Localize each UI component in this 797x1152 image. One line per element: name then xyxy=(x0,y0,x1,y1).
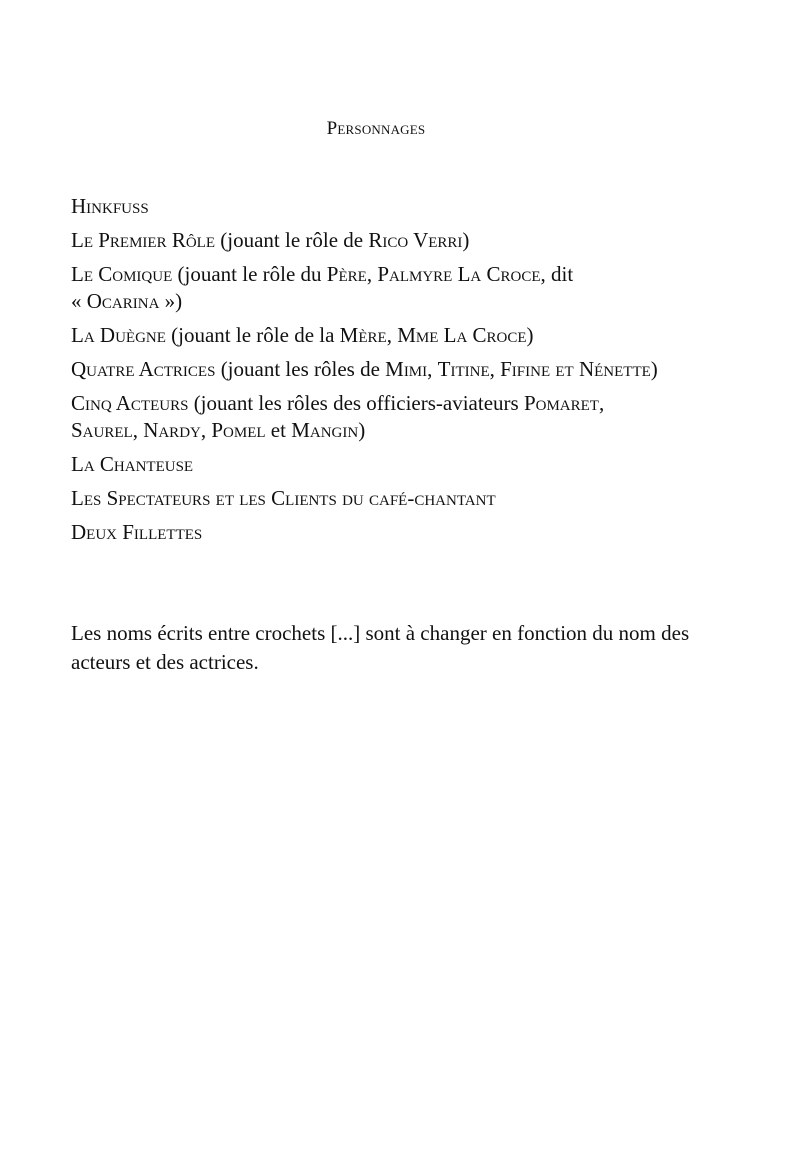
role-name: Pomel xyxy=(211,418,266,442)
role-name: Pomaret xyxy=(523,391,599,415)
quote-open: « xyxy=(71,289,87,313)
role-name: Palmyre La Croce xyxy=(377,262,541,286)
character-entry xyxy=(71,519,671,546)
character-entry xyxy=(71,390,671,444)
role-separator: , xyxy=(489,357,501,381)
character-entry xyxy=(71,485,671,512)
character-entry xyxy=(71,322,671,349)
role-name: Titine xyxy=(437,357,490,381)
role-separator: , xyxy=(427,357,438,381)
role-description: (jouant le rôle du xyxy=(172,262,327,286)
quote-close: ») xyxy=(159,289,183,313)
role-separator: , xyxy=(366,262,378,286)
role-name: Saurel xyxy=(71,418,133,442)
role-nickname: Ocarina xyxy=(86,289,160,313)
role-description: (jouant les rôles des officiers-aviateurs xyxy=(188,391,524,415)
role-name: Père xyxy=(326,262,367,286)
character-entry xyxy=(71,356,671,383)
character-list xyxy=(71,193,671,553)
role-description: (jouant le rôle de xyxy=(215,228,369,252)
role-description: (jouant le rôle de la xyxy=(165,323,340,347)
role-description: ) xyxy=(358,418,366,442)
character-name: La Chanteuse xyxy=(71,452,194,476)
character-entry xyxy=(71,227,671,254)
role-description: ) xyxy=(526,323,534,347)
character-name: Cinq Acteurs xyxy=(71,391,189,415)
footnote-text: Les noms écrits entre crochets [...] sont à changer en fonction du nom des acteurs et des actrices. xyxy=(71,621,690,674)
role-name: Mimi xyxy=(385,357,428,381)
role-description: (jouant les rôles de xyxy=(215,357,386,381)
role-description: , dit xyxy=(540,262,574,286)
character-name: La Duègne xyxy=(71,323,166,347)
character-name: Quatre Actrices xyxy=(71,357,216,381)
role-name: Fifine et Nénette xyxy=(500,357,651,381)
character-entry xyxy=(71,451,671,478)
role-name: Mère xyxy=(339,323,387,347)
role-separator: et xyxy=(265,418,292,442)
character-entry xyxy=(71,193,671,220)
role-description: ) xyxy=(650,357,658,381)
role-separator: , xyxy=(386,323,398,347)
character-name: Le Comique xyxy=(71,262,173,286)
character-name: Le Premier Rôle xyxy=(71,228,216,252)
role-name: Mangin xyxy=(291,418,359,442)
character-name: Deux Fillettes xyxy=(71,520,203,544)
character-name: Hinkfuss xyxy=(71,194,149,218)
page-title: Personnages xyxy=(326,118,426,139)
role-name: Rico Verri xyxy=(368,228,463,252)
role-name: Nardy xyxy=(143,418,201,442)
role-separator: , xyxy=(598,391,605,415)
character-entry xyxy=(71,261,671,315)
role-separator: , xyxy=(132,418,144,442)
character-name: Les Spectateurs et les Clients du café-chantant xyxy=(71,486,496,510)
role-name: Mme La Croce xyxy=(397,323,527,347)
role-description: ) xyxy=(462,228,470,252)
role-separator: , xyxy=(200,418,212,442)
